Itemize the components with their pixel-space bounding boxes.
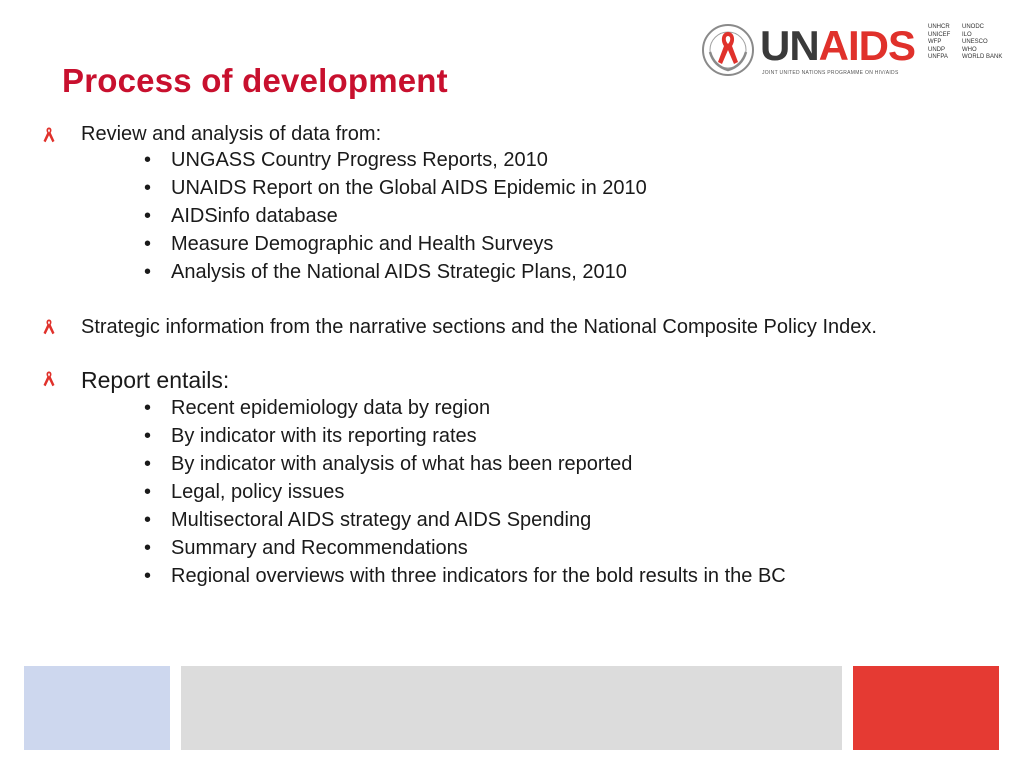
list-item: • Recent epidemiology data by region	[144, 394, 1002, 422]
section-review	[42, 122, 1002, 286]
list-item: • Regional overviews with three indicators for the bold results in the BC	[144, 562, 1002, 590]
section-heading: Review and analysis of data from:	[81, 123, 382, 145]
red-ribbon-icon	[42, 319, 56, 335]
un-emblem-icon	[700, 22, 756, 78]
red-ribbon-icon	[42, 127, 56, 143]
logo-tagline: JOINT UNITED NATIONS PROGRAMME ON HIV/AIDS	[762, 70, 899, 76]
list-item: • UNAIDS Report on the Global AIDS Epidemic in 2010	[144, 174, 1002, 202]
list-item: • Measure Demographic and Health Surveys	[144, 230, 1002, 258]
section-heading: Strategic information from the narrative sections and the National Composite Policy Index.	[81, 316, 877, 338]
logo-wordmark	[760, 22, 915, 70]
cosponsors-col1	[928, 24, 950, 62]
cosponsor: UNICEF	[928, 31, 951, 38]
logo-un: UN	[760, 22, 819, 69]
footer-block-red	[853, 666, 999, 750]
page-title: Process of development	[62, 62, 448, 99]
list-item: • By indicator with its reporting rates	[144, 422, 1002, 450]
footer-block-grey	[181, 666, 842, 750]
cosponsor: WHO	[962, 46, 977, 53]
list-item: • Summary and Recommendations	[144, 534, 1002, 562]
cosponsor: UNODC	[962, 24, 984, 30]
red-ribbon-icon	[42, 371, 56, 387]
unaids-logo	[700, 18, 1010, 82]
cosponsor: WORLD BANK	[962, 54, 1003, 61]
cosponsor: UNFPA	[928, 54, 948, 61]
section-heading: Report entails:	[81, 367, 230, 393]
section-strategic-info	[42, 316, 1002, 338]
footer-block-blue	[24, 666, 170, 750]
list-item: • Analysis of the National AIDS Strategic Plans, 2010	[144, 258, 1002, 286]
data-source-list	[144, 146, 1002, 286]
list-item: • By indicator with analysis of what has been reported	[144, 450, 1002, 478]
section-report-entails	[42, 366, 1002, 590]
slide-content	[42, 122, 1002, 590]
list-item: • Multisectoral AIDS strategy and AIDS Spending	[144, 506, 1002, 534]
report-contents-list	[144, 394, 1002, 590]
list-item: • AIDSinfo database	[144, 202, 1002, 230]
cosponsor: UNESCO	[962, 39, 988, 46]
cosponsor: UNHCR	[928, 24, 950, 30]
list-item: • Legal, policy issues	[144, 478, 1002, 506]
cosponsor: WFP	[928, 39, 942, 46]
cosponsor: UNDP	[928, 46, 946, 53]
logo-aids: AIDS	[818, 22, 916, 69]
cosponsors-col2	[962, 24, 1002, 62]
list-item: • UNGASS Country Progress Reports, 2010	[144, 146, 1002, 174]
cosponsor: ILO	[962, 31, 972, 38]
